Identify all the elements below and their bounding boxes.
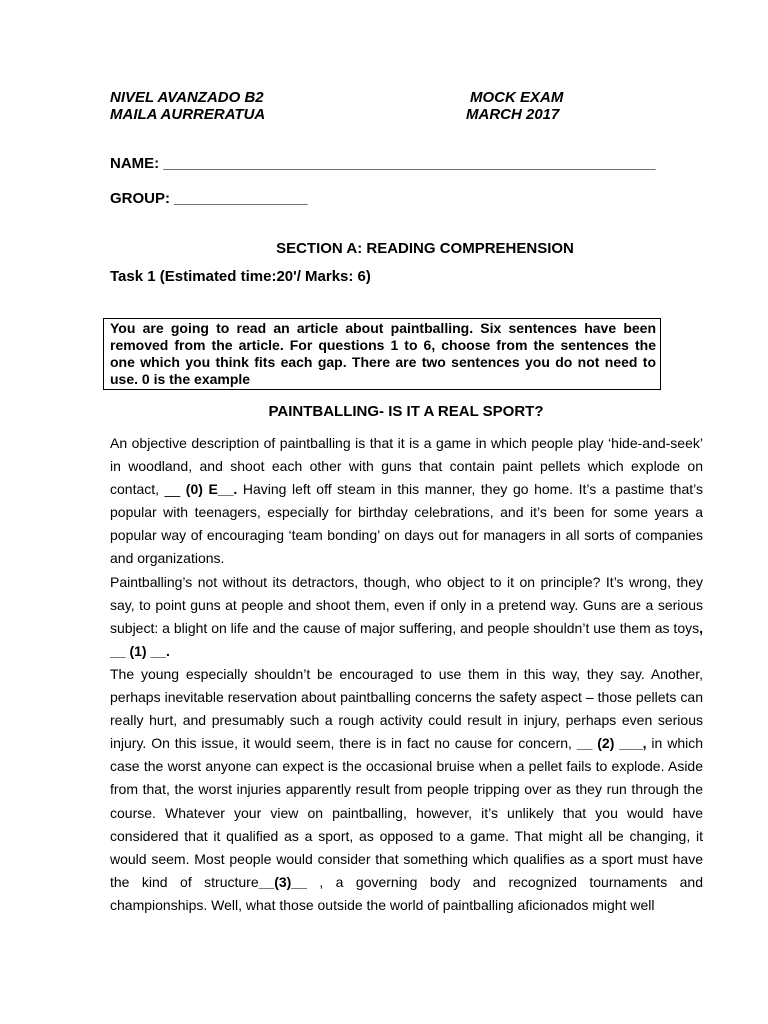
header-level: NIVEL AVANZADO B2 [110,89,264,106]
paragraph-text: Paintballing’s not without its detractors, though, who object to it on principle? It’s wrong, they say, to point guns at people and shoot them, even if only in a pretend way. Guns are a serious subject: a blight on life and the cause of major suffering, and people shouldn’t use them as toys [110,573,703,636]
paragraph-2 [110,571,703,663]
gap-3: __(3)__ [258,873,307,890]
paragraph-text: , a governing body and recognized tournaments and championships. Well, what those outside the world of paintballing aficionados might well [110,873,704,913]
paragraph-text: An objective description of paintballing is that it is a game in which people play ‘hide-and-seek’ in woodland, and shoot each other with guns that contain paint pellets which explode on contact, __ [110,435,703,498]
header-school: MAILA AURRERATUA [110,106,266,123]
article-body [110,432,703,917]
paragraph-text: Having left off steam in this manner, they go home. It’s a pastime that’s popular with teenagers, especially for birthday celebrations, and it’s been for some years a popular way of encouraging ‘team bonding’ on days out for managers in all sorts of companies and organizations. [110,481,703,567]
header-exam: MOCK EXAM [470,89,564,106]
section-title: SECTION A: READING COMPREHENSION [276,240,574,257]
group-field[interactable]: GROUP: ________________ [110,190,308,207]
gap-2: __ (2) ___, [576,735,647,752]
paragraph-text: in which case the worst anyone can expect is the occasional bruise when a pellet fails to explode. Aside from that, the worst injuries apparently result from people tripping over as they run through the course. Whatever your view on paintballing, however, it’s unlikely that you would have considered that it qualified as a sport, as opposed to a game. That might all be changing, it would seem. Most people would consider that something which qualifies as a sport must have the kind of structure [110,735,703,890]
task-heading: Task 1 (Estimated time:20'/ Marks: 6) [110,268,371,285]
paragraph-3 [110,663,703,917]
gap-0: (0) E__. [185,481,238,498]
header-date: MARCH 2017 [466,106,560,123]
article-title: PAINTBALLING- IS IT A REAL SPORT? [268,403,544,420]
name-field[interactable]: NAME: ___________________________________________________________ [110,155,656,172]
paragraph-1 [110,432,703,571]
paragraph-text: The young especially shouldn’t be encouraged to use them in this way, they say. Another, perhaps inevitable reservation about paintballing concerns the safety aspect – those pellets can really hurt, and presumably such a rough activity could result in injury, perhaps even serious injury. On this issue, it would seem, there is in fact no cause for concern, [110,665,703,752]
instructions-box: You are going to read an article about paintballing. Six sentences have been removed from the article. For questions 1 to 6, choose from the sentences the one which you think fits each gap. There are two sentences you do not need to use. 0 is the example [103,318,661,390]
gap-1: , __ (1) __. [110,619,703,659]
